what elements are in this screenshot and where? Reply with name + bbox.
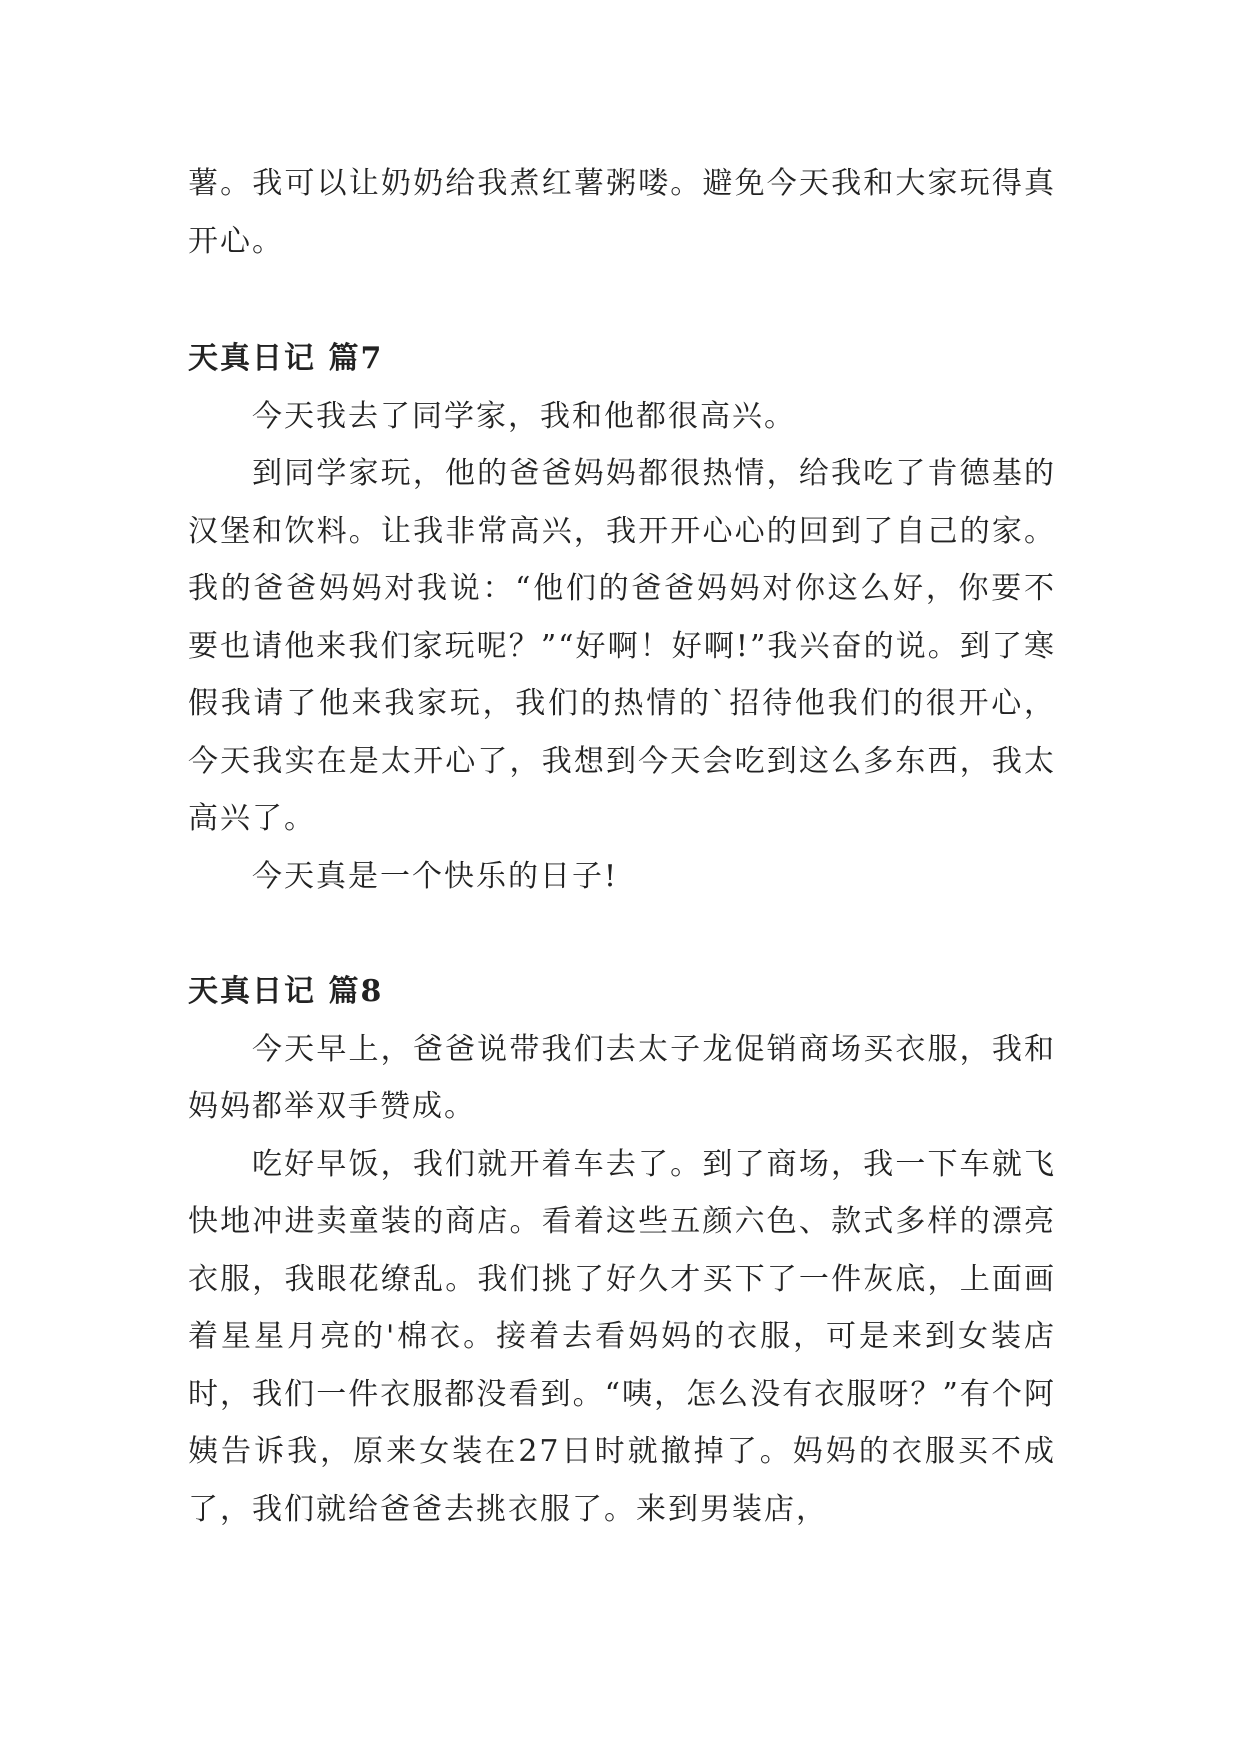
intro-paragraph: 薯。我可以让奶奶给我煮红薯粥喽。避免今天我和大家玩得真开心。 [188,166,1056,259]
section-7-paragraph-3: 今天真是一个快乐的日子! [252,858,619,894]
section-7-paragraph-1: 今天我去了同学家，我和他都很高兴。 [252,398,796,434]
section-gap [188,905,1056,963]
section-7-heading: 天真日记 篇7 [188,341,384,376]
section-8-paragraph-1: 今天早上，爸爸说带我们去太子龙促销商场买衣服，我和妈妈都举双手赞成。 [188,1031,1056,1124]
section-8-paragraph-2: 吃好早饭，我们就开着车去了。到了商场，我一下车就飞快地冲进卖童装的商店。看着这些五颜六色、款式多样的漂亮衣服，我眼花缭乱。我们挑了好久才买下了一件灰底，上面画着星星月亮的'棉衣。接着去看妈妈的衣服，可是来到女装店时，我们一件衣服都没看到。“咦，怎么没有衣服呀？”有个阿姨告诉我，原来女装在27日时就撤掉了。妈妈的衣服买不成了，我们就给爸爸去挑衣服了。来到男装店， [188,1146,1056,1527]
document-body [188,155,1056,1538]
section-7-paragraph-2: 到同学家玩，他的爸爸妈妈都很热情，给我吃了肯德基的汉堡和饮料。让我非常高兴，我开开心心的回到了自己的家。我的爸爸妈妈对我说：“他们的爸爸妈妈对你这么好，你要不要也请他来我们家玩呢？”“好啊！好啊!”我兴奋的说。到了寒假我请了他来我家玩，我们的热情的`招待他我们的很开心，今天我实在是太开心了，我想到今天会吃到这么多东西，我太高兴了。 [188,456,1056,836]
section-gap [188,270,1056,330]
section-8-heading: 天真日记 篇8 [188,974,384,1009]
